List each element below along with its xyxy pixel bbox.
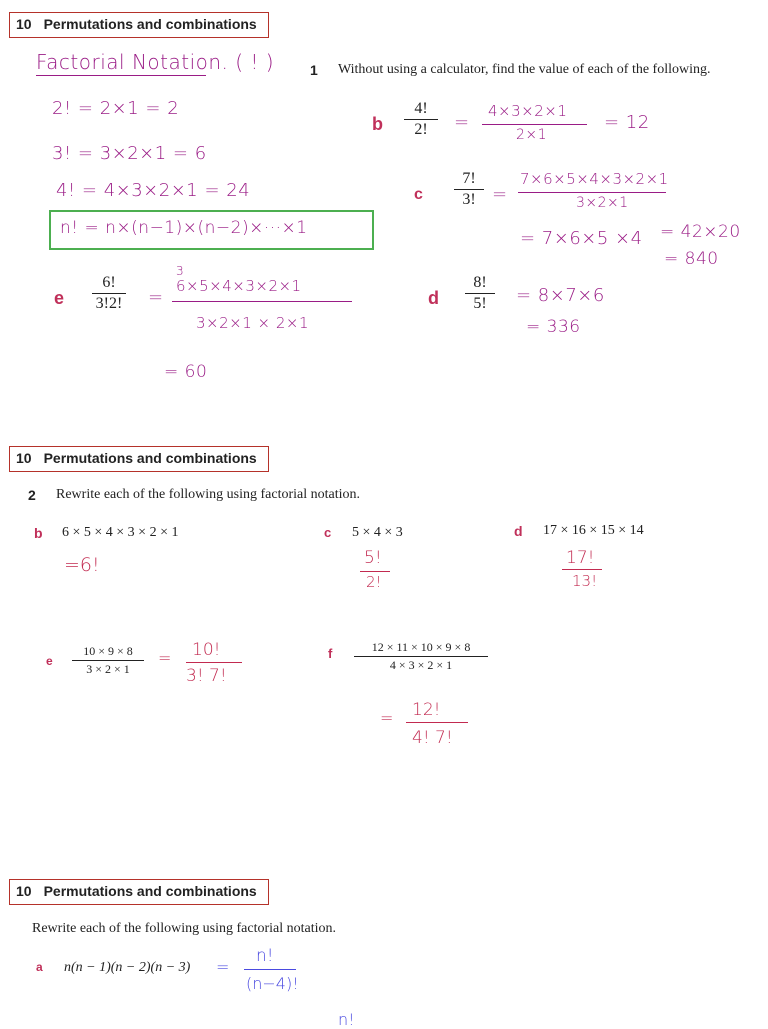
chapter-title: Permutations and combinations [43,450,257,466]
result1-1c: = 42×20 [660,222,741,242]
question-3-prompt: Rewrite each of the following using factorial notation. [32,921,337,936]
item-letter-1c: c [414,186,423,203]
answer-den-2d: 13! [572,572,598,590]
equals-2f: = [380,708,394,727]
fraction-bar [465,293,495,294]
question-number-1: 1 [310,62,318,78]
fraction-1e [92,274,126,313]
work-num-1b: 4×3×2×1 [488,102,568,120]
chapter-number: 10 [16,450,32,466]
question-2-prompt: Rewrite each of the following using factorial notation. [56,487,361,502]
answer-bar-2e [186,662,242,663]
answer-bar-2c [360,571,390,572]
step-1c: = 7×6×5 ×4 [520,228,643,249]
denominator: 4 × 3 × 2 × 1 [389,658,453,672]
equals-2e: = [158,648,172,667]
item-letter-2c: c [324,525,332,540]
result-1b: = 12 [604,112,650,133]
result2-1c: = 840 [664,249,719,269]
chapter-number: 10 [16,16,32,32]
fraction-bar [72,660,144,661]
section-header-1 [9,12,269,38]
answer-den-3a: (n−4)! [246,974,299,993]
answer-bar-2d [562,569,602,570]
fraction-bar [404,119,438,120]
answer-den-2f: 4! 7! [412,728,453,748]
fraction-2f [354,640,488,673]
fraction-bar [454,189,484,190]
result-1d: = 336 [526,317,581,337]
fraction-bar [92,293,126,294]
expr-2c: 5 × 4 × 3 [352,525,403,540]
chapter-title: Permutations and combinations [43,883,257,899]
item-letter-1b: b [372,114,383,134]
answer-den-2c: 2! [366,573,382,591]
note-4-factorial: 4! = 4×3×2×1 = 24 [56,180,251,201]
answer-num-2f: 12! [412,700,441,720]
numerator: 12 × 11 × 10 × 9 × 8 [371,640,471,654]
work-den-1e: 3×2×1 × 2×1 [196,314,310,332]
denominator: 3 × 2 × 1 [86,662,130,676]
answer-num-2c: 5! [364,548,382,568]
fraction-1d [465,274,495,313]
note-3-factorial: 3! = 3×2×1 = 6 [52,143,207,164]
denominator: 3! [462,191,476,208]
fraction-1b [404,100,438,139]
item-letter-3a: a [36,960,43,974]
answer-num-2e: 10! [192,640,221,660]
answer-num-3a: n! [256,946,274,966]
work-bar-1b [482,124,587,125]
answer-num-3b-partial: n! [338,1010,355,1029]
numerator: 6! [102,274,116,291]
work-num-1e: 6×5×4×3×2×1 [176,277,302,295]
item-letter-1e: e [54,288,65,308]
equals-1c: = [492,184,508,205]
denominator: 3!2! [95,295,123,312]
result-1e: = 60 [164,362,208,382]
work-small-1e: 3 [176,264,185,278]
equals-1b: = [454,112,470,133]
answer-den-2e: 3! 7! [186,666,227,686]
note-2-factorial: 2! = 2×1 = 2 [52,98,180,119]
question-number-2: 2 [28,487,36,503]
factorial-notation-heading: Factorial Notation. ( ! ) [36,50,275,74]
item-letter-2e: e [46,654,53,668]
fraction-1c [454,170,484,209]
item-letter-2f: f [328,646,333,661]
step-1d: = 8×7×6 [516,285,605,306]
numerator: 7! [462,170,476,187]
note-n-factorial: n! = n×(n−1)×(n−2)×···×1 [60,218,308,238]
expr-3a: n(n − 1)(n − 2)(n − 3) [64,960,191,975]
fraction-bar [354,656,488,657]
heading-underline [36,75,206,76]
section-header-3 [9,879,269,905]
work-bar-1e [172,301,352,302]
answer-bar-2f [406,722,468,723]
denominator: 2! [414,121,428,138]
item-letter-2d: d [514,523,523,539]
question-1-prompt: Without using a calculator, find the value of each of the following. [338,62,711,77]
section-header-2 [9,446,269,472]
denominator: 5! [473,295,487,312]
answer-num-2d: 17! [566,548,595,568]
numerator: 8! [473,274,487,291]
work-num-1c: 7×6×5×4×3×2×1 [520,170,669,188]
fraction-2e [72,644,144,677]
answer-bar-3a [244,969,296,970]
equals-1e: = [148,287,164,308]
expr-2b: 6 × 5 × 4 × 3 × 2 × 1 [62,525,179,540]
item-letter-1d: d [428,288,439,308]
chapter-number: 10 [16,883,32,899]
item-letter-2b: b [34,525,43,541]
numerator: 10 × 9 × 8 [83,644,133,658]
answer-2b: =6! [64,554,100,576]
chapter-title: Permutations and combinations [43,16,257,32]
expr-2d: 17 × 16 × 15 × 14 [543,523,644,538]
work-den-1c: 3×2×1 [576,195,629,211]
work-den-1b: 2×1 [516,127,548,143]
work-bar-1c [518,192,666,193]
equals-3a: = [216,957,230,976]
numerator: 4! [414,100,428,117]
